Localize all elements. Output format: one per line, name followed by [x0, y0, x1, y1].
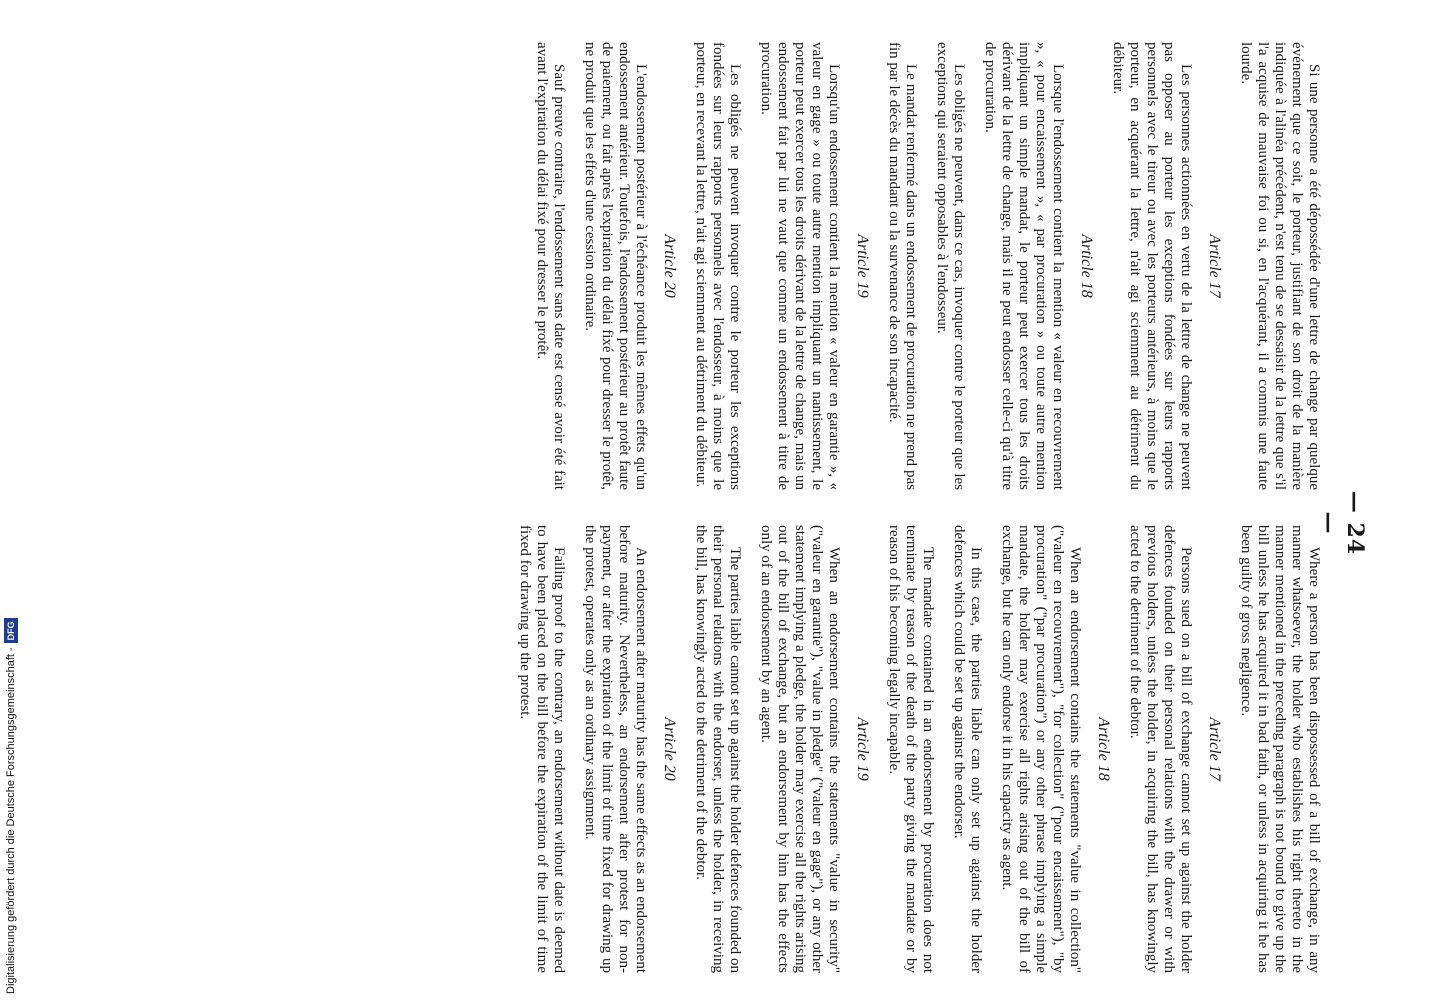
english-article-20-paragraph-1: An endorsement after maturity has the same effects as an endorsement before maturity. Nevertheless, an endorsement after protest for non-payment, or after the expiration of the limit of time fixed for drawing up the protest, operates only as an ordinary assignment.	[582, 525, 649, 973]
french-article-20-heading: Article 20	[661, 234, 678, 298]
french-article-17-paragraph: Les personnes actionnées en vertu de la lettre de change ne peuvent pas opposer au porteur les exceptions fondées sur leurs rapports personnels avec le tireur ou avec les porteurs antérieurs, à moins que le porteur, en acquérant la lettre, n'ait agi sciemment au détriment du débiteur.	[1110, 42, 1194, 490]
french-article-19-heading: Article 19	[854, 234, 871, 298]
french-article-18-paragraph-1: Lorsque l'endossement contient la mention « valeur en recouvrement », « pour encaissement », « par procuration » ou toute autre mention impliquant un simple mandat, le porteur peut exercer tous les droits dérivant de la lettre de change, mais il ne peut endosser celle-ci qu'à titre de procuration.	[982, 42, 1066, 490]
french-article-18-heading: Article 18	[1078, 234, 1095, 298]
english-article-19-paragraph-2: The parties liable cannot set up against the holder defences founded on their personal relations with the endorser, unless the holder, in receiving the bill, has knowingly acted to the detriment of the debtor.	[693, 525, 743, 973]
sponsor-text: Digitalisierung gefördert durch die Deutsche Forschungsgemeinschaft -	[5, 647, 17, 994]
english-column	[502, 525, 1322, 973]
english-article-18-paragraph-2: In this case, the parties liable can only set up against the holder defences which could be set up against the endorser.	[951, 525, 984, 973]
french-article-18-paragraph-3: Le mandat renfermé dans un endossement de procuration ne prend pas fin par le décès du mandant ou la survenance de son incapacité.	[886, 42, 919, 490]
dfg-logo: DFG	[4, 618, 18, 643]
page-number: — 24 —	[1316, 490, 1368, 556]
english-article-17-paragraph: Persons sued on a bill of exchange cannot set up against the holder defences founded on their personal relations with the drawer or with previous holders, unless the holder, in acquiring the bill, has knowingly acted to the detriment of the debtor.	[1127, 525, 1194, 973]
english-article-18-paragraph-1: When an endorsement contains the statements "value in collection" ("valeur en recouvrement"), "for collection" ("pour encaissement"), "by procuration" ("par procuration") or any other phrase implying a simple mandate, the holder may exercise all rights arising out of the bill of exchange, but he can only endorse it in his capacity as agent.	[999, 525, 1083, 973]
french-intro-paragraph: Si une personne a été dépossédée d'une lettre de change par quelque événement que ce soit, le porteur, justifiant de son droit de la manière indiquée à l'alinéa précédent, n'est tenu de se dessaisir de la lettre que s'il l'a acquise de mauvaise foi ou si, en l'acquérant, il a commis une faute lourde.	[1238, 42, 1322, 490]
french-article-18-paragraph-2: Les obligés ne peuvent, dans ce cas, invoquer contre le porteur que les exceptions qui seraient opposables à l'endosseur.	[934, 42, 967, 490]
french-article-19-paragraph-2: Les obligés ne peuvent invoquer contre le porteur les exceptions fondées sur leurs rapports personnels avec l'endosseur, à moins que le porteur, en recevant la lettre, n'ait agi sciemment au détriment du débiteur.	[693, 42, 743, 490]
french-article-20-paragraph-2: Sauf preuve contraire, l'endossement sans date est censé avoir été fait avant l'expiration du délai fixé pour dresser le protêt.	[534, 42, 567, 490]
english-article-20-paragraph-2: Failing proof to the contrary, an endorsement without date is deemed to have been placed on the bill before the expiration of the limit of time fixed for drawing up the protest.	[517, 525, 567, 973]
french-article-20-paragraph-1: L'endossement postérieur à l'échéance produit les mêmes effets qu'un endossement antérieur. Toutefois, l'endossement postérieur au protêt faute de paiement, ou fait après l'expiration du délai fixé pour dresser le protêt, ne produit que les effets d'une cession ordinaire.	[582, 42, 649, 490]
english-intro-paragraph: Where a person has been dispossessed of a bill of exchange, in any manner whatsoever, the holder who establishes his right thereto in the manner mentioned in the preceding paragraph is not bound to give up the bill unless he has acquired it in bad faith, or unless in acquiring it he has been guilty of gross negligence.	[1238, 525, 1322, 973]
french-article-19-paragraph-1: Lorsqu'un endossement contient la mention « valeur en garantie », « valeur en gage » ou toute autre mention impliquant un nantissement, le porteur peut exercer tous les droits dérivant de la lettre de change, mais un endossement fait par lui ne vaut que comme un endossement à titre de procuration.	[758, 42, 842, 490]
english-article-18-heading: Article 18	[1095, 717, 1112, 781]
english-article-20-heading: Article 20	[661, 717, 678, 781]
french-article-17-heading: Article 17	[1206, 234, 1223, 298]
english-article-19-heading: Article 19	[854, 717, 871, 781]
english-article-19-paragraph-1: When an endorsement contains the statements "value in security" ("valeur en garantie"), "value in pledge" ("valeur en gage"), or any other statement implying a pledge, the holder may exercise all the rights arising out of the bill of exchange, but an endorsement by him has the effects only of an endorsement by an agent.	[758, 525, 842, 973]
french-column	[519, 42, 1322, 490]
sponsor-footer	[0, 606, 22, 994]
english-article-17-heading: Article 17	[1206, 717, 1223, 781]
english-article-18-paragraph-3: The mandate contained in an endorsement by procuration does not terminate by reason of the death of the party giving the mandate or by reason of his becoming legally incapable.	[886, 525, 936, 973]
